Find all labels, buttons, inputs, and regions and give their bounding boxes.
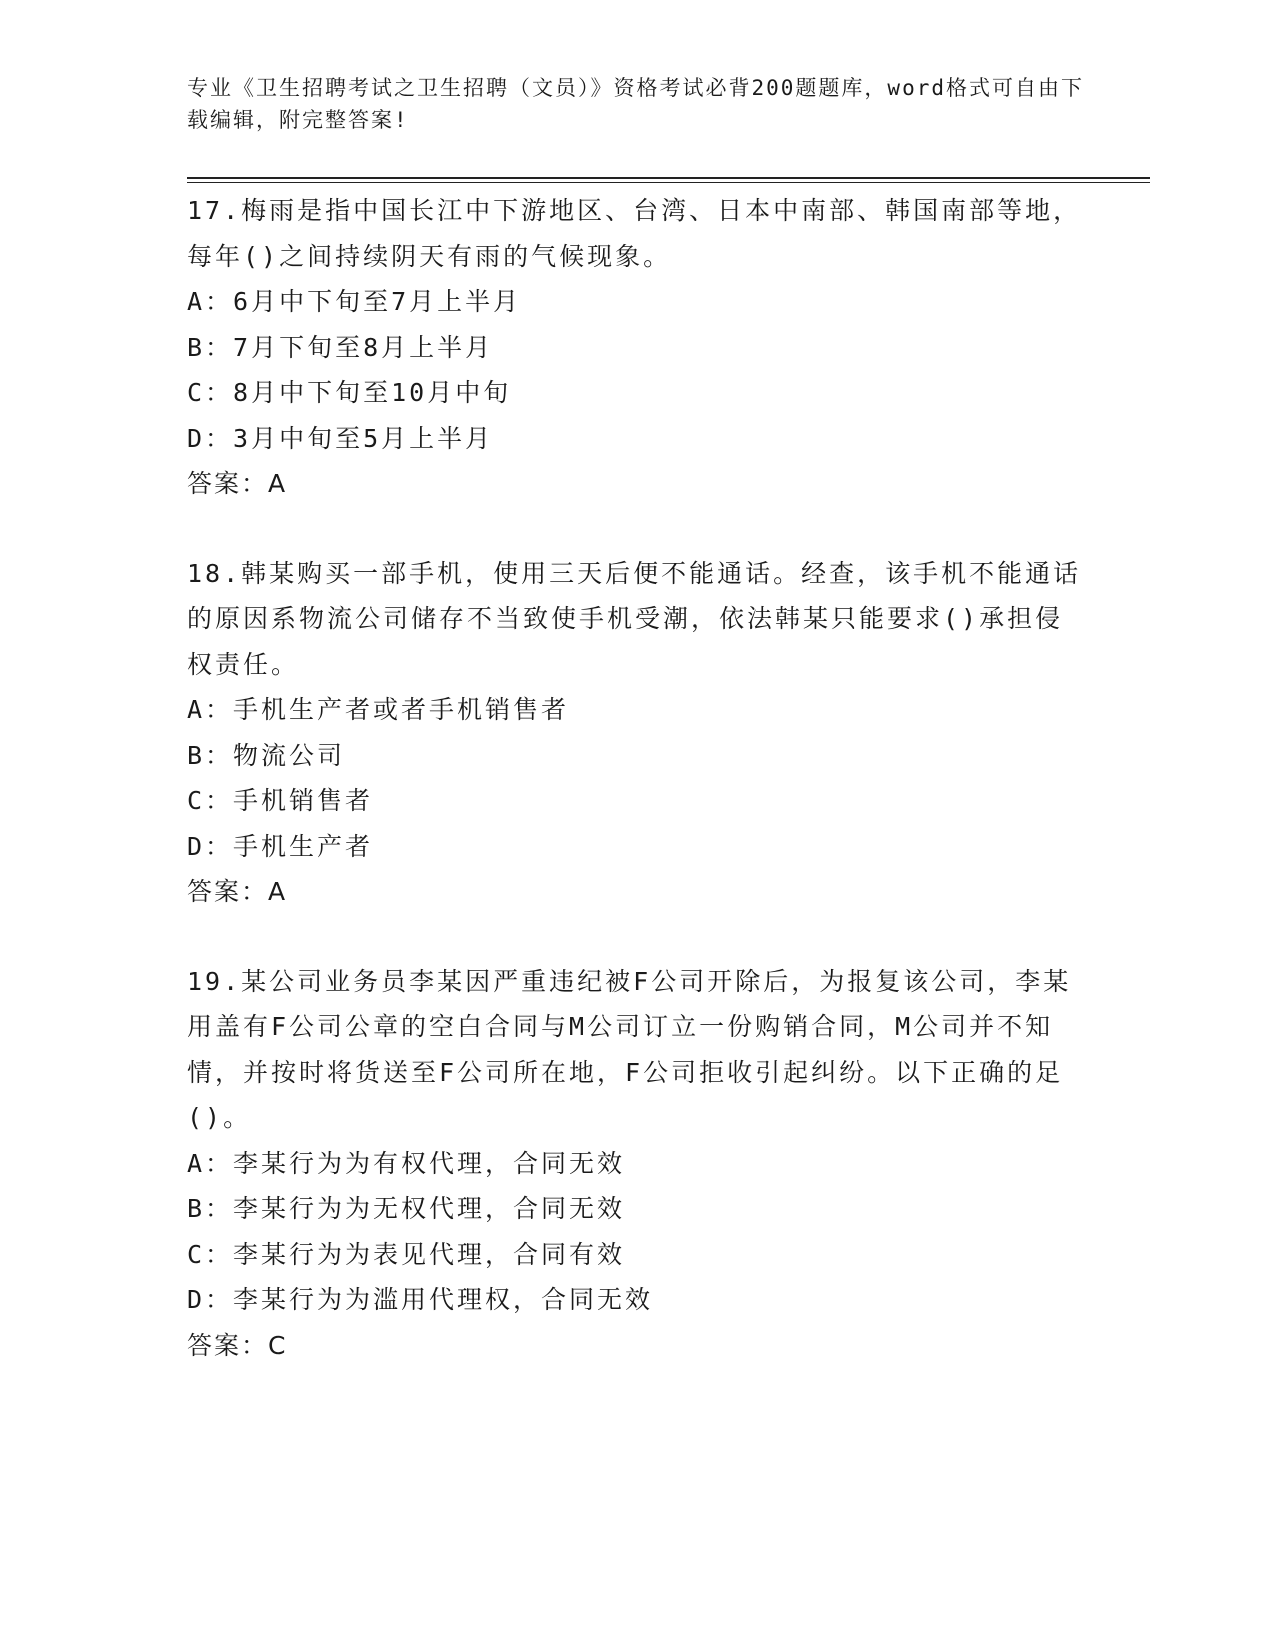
question-18 <box>187 551 1087 915</box>
option-d: D：李某行为为滥用代理权，合同无效 <box>187 1285 654 1314</box>
question-text: 17.梅雨是指中国长江中下游地区、台湾、日本中南部、韩国南部等地，每年()之间持续阴天有雨的气候现象。 <box>187 196 1082 271</box>
option-c: C：李某行为为表见代理，合同有效 <box>187 1239 626 1269</box>
option-b: B：物流公司 <box>187 740 346 770</box>
option-c: C：手机销售者 <box>187 786 374 815</box>
option-a: A：6月中下旬至7月上半月 <box>187 287 522 316</box>
option-a: A：手机生产者或者手机销售者 <box>187 695 570 724</box>
option-d: D：手机生产者 <box>187 831 374 861</box>
option-b: B：7月下旬至8月上半月 <box>187 332 494 362</box>
question-text: 19.某公司业务员李某因严重违纪被F公司开除后，为报复该公司，李某用盖有F公司公章的空白合同与M公司订立一份购销合同，M公司并不知情，并按时将货送至F公司所在地，F公司拒收引起纠纷。以下正确的足()。 <box>187 966 1072 1132</box>
header-divider-thin <box>187 182 1150 183</box>
question-text: 18.韩某购买一部手机，使用三天后便不能通话。经查，该手机不能通话的原因系物流公司储存不当致使手机受潮，依法韩某只能要求()承担侵权责任。 <box>187 558 1082 679</box>
question-list <box>187 188 1087 1412</box>
document-header: 专业《卫生招聘考试之卫生招聘（文员）》资格考试必背200题题库，word格式可自由下载编辑，附完整答案! <box>187 76 1084 132</box>
option-a: A：李某行为为有权代理，合同无效 <box>187 1148 626 1178</box>
option-d: D：3月中旬至5月上半月 <box>187 423 494 453</box>
answer-label: 答案：A <box>187 469 288 498</box>
option-c: C：8月中下旬至10月中旬 <box>187 378 512 407</box>
question-19 <box>187 959 1087 1369</box>
option-b: B：李某行为为无权代理，合同无效 <box>187 1194 626 1223</box>
header-divider-thick <box>187 177 1150 179</box>
question-17 <box>187 188 1087 507</box>
answer-label: 答案：A <box>187 877 288 906</box>
answer-label: 答案：C <box>187 1330 288 1360</box>
